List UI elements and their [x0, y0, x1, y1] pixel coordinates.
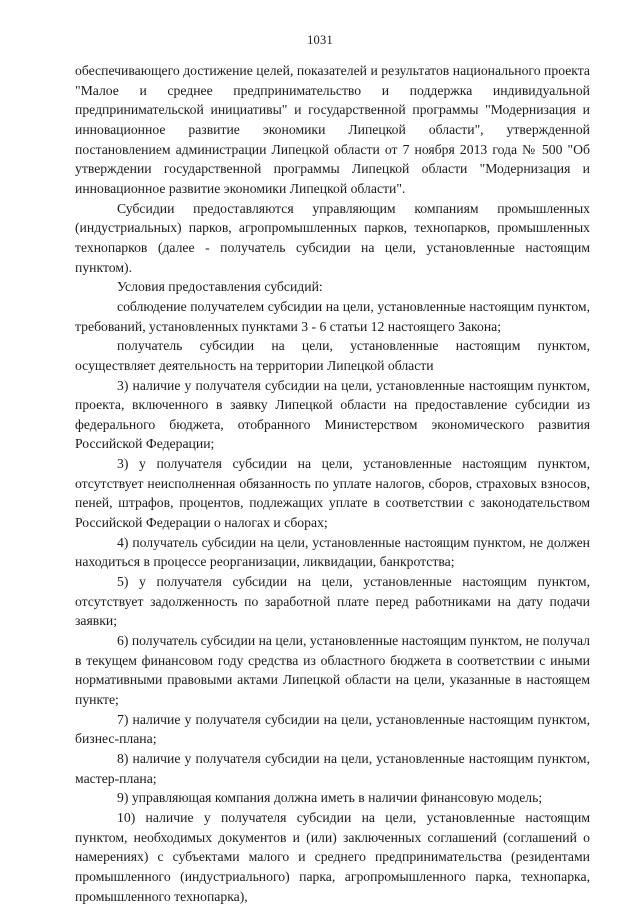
paragraph-condition-3b: 3) у получателя субсидии на цели, установленные настоящим пунктом, отсутствует неисполненная обязанность по уплате налогов, сборов, страховых взносов, пеней, штрафов, процентов, подлежащих уплате в соответствии с законодательством Российской Федерации о налогах и сборах; [75, 456, 590, 531]
paragraph-condition-3a: 3) наличие у получателя субсидии на цели, установленные настоящим пунктом, проекта, включенного в заявку Липецкой области на предоставление субсидии из федерального бюджета, отобранного Министерством экономического развития Российской Федерации; [75, 377, 590, 452]
paragraph-subsidies: Субсидии предоставляются управляющим компаниям промышленных (индустриальных) парков, агропромышленных парков, технопарков, промышленных технопарков (далее - получатель субсидии на цели, установленные настоящим пунктом). [75, 200, 590, 275]
paragraph-condition-6: 6) получатель субсидии на цели, установленные настоящим пунктом, не получал в текущем финансовом году средства из областного бюджета в соответствии с иными нормативными правовыми актами Липецкой области на цели, указанные в настоящем пункте; [75, 633, 591, 707]
paragraph-condition-8: 8) наличие у получателя субсидии на цели, установленные настоящим пунктом, мастер-плана; [75, 750, 590, 786]
paragraph-condition-4: 4) получатель субсидии на цели, установленные настоящим пунктом, не должен находиться в процессе реорганизации, ликвидации, банкротства; [75, 534, 590, 570]
paragraph-condition-7: 7) наличие у получателя субсидии на цели, установленные настоящим пунктом, бизнес-плана; [75, 711, 590, 747]
page-number: 1031 [307, 33, 333, 47]
paragraph-condition-5: 5) у получателя субсидии на цели, установленные настоящим пунктом, отсутствует задолженность по заработной плате перед работниками на дату подачи заявки; [75, 574, 590, 629]
paragraph-continuation: обеспечивающего достижение целей, показателей и результатов национального проекта "Малое и среднее предпринимательство и поддержка индивидуальной предпринимательской инициативы" и государственной программы "Модернизация и инновационное развитие экономики Липецкой области", утвержденной постановлением администрации Липецкой области от 7 ноября 2013 года № 500 "Об утверждении государственной программы Липецкой области "Модернизация и инновационное развитие экономики Липецкой области". [75, 63, 590, 196]
document-body [75, 61, 590, 906]
paragraph-condition-compliance: соблюдение получателем субсидии на цели, установленные настоящим пунктом, требований, установленных пунктами 3 - 6 статьи 12 настоящего Закона; [75, 298, 590, 334]
paragraph-condition-9: 9) управляющая компания должна иметь в наличии финансовую модель; [117, 790, 543, 806]
paragraph-conditions-heading: Условия предоставления субсидий: [117, 279, 323, 295]
paragraph-condition-territory: получатель субсидии на цели, установленные настоящим пунктом, осуществляет деятельность на территории Липецкой области [75, 338, 590, 373]
paragraph-condition-10: 10) наличие у получателя субсидии на цели, установленные настоящим пунктом, необходимых документов и (или) заключенных соглашений (соглашений о намерениях) с субъектами малого и среднего предпринимательства (резидентами промышленного (индустриального) парка, агропромышленного парка, технопарка, промышленного технопарка), [75, 809, 590, 904]
